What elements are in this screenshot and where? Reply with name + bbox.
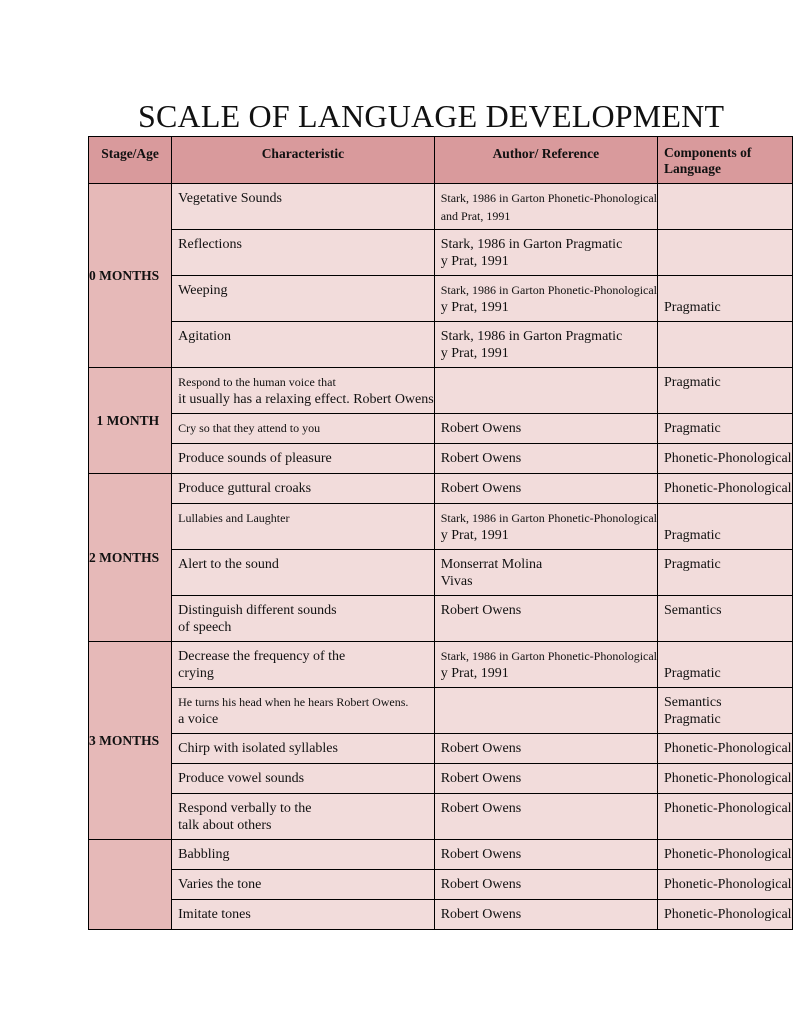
author-cell: Robert Owens bbox=[434, 794, 657, 840]
header-characteristic: Characteristic bbox=[172, 137, 435, 184]
table-row bbox=[89, 414, 793, 444]
characteristic-cell: Varies the tone bbox=[172, 870, 435, 900]
table-row bbox=[89, 688, 793, 734]
author-cell: Stark, 1986 in Garton Pragmatic y Prat, 1991 bbox=[434, 322, 657, 368]
components-cell: Phonetic-Phonological bbox=[658, 870, 793, 900]
characteristic-cell: Babbling bbox=[172, 840, 435, 870]
author-cell: Robert Owens bbox=[434, 734, 657, 764]
table-row bbox=[89, 474, 793, 504]
table-row bbox=[89, 596, 793, 642]
characteristic-cell: Produce guttural croaks bbox=[172, 474, 435, 504]
components-cell: Semantics Pragmatic bbox=[658, 688, 793, 734]
table-row bbox=[89, 184, 793, 230]
author-cell: Monserrat Molina Vivas bbox=[434, 550, 657, 596]
components-cell: Phonetic-Phonological bbox=[658, 840, 793, 870]
header-author: Author/ Reference bbox=[434, 137, 657, 184]
header-stage: Stage/Age bbox=[89, 137, 172, 184]
table-row bbox=[89, 642, 793, 688]
table-row bbox=[89, 734, 793, 764]
characteristic-cell: Agitation bbox=[172, 322, 435, 368]
table-row bbox=[89, 322, 793, 368]
characteristic-cell: Vegetative Sounds bbox=[172, 184, 435, 230]
components-cell: Phonetic-Phonological bbox=[658, 734, 793, 764]
language-development-table bbox=[88, 136, 793, 930]
characteristic-cell: Produce sounds of pleasure bbox=[172, 444, 435, 474]
table-header-row bbox=[89, 137, 793, 184]
document-title: SCALE OF LANGUAGE DEVELOPMENT bbox=[138, 98, 725, 134]
characteristic-cell: Lullabies and Laughter bbox=[172, 504, 435, 550]
table-row bbox=[89, 550, 793, 596]
table-row bbox=[89, 764, 793, 794]
author-cell bbox=[434, 688, 657, 734]
stage-cell bbox=[89, 840, 172, 930]
author-cell: Stark, 1986 in Garton Phonetic-Phonological y Prat, 1991 bbox=[434, 642, 657, 688]
components-cell: Pragmatic bbox=[658, 368, 793, 414]
components-cell: Phonetic-Phonological bbox=[658, 764, 793, 794]
author-cell: Robert Owens bbox=[434, 414, 657, 444]
author-cell: Stark, 1986 in Garton Pragmatic y Prat, 1991 bbox=[434, 230, 657, 276]
author-cell: Robert Owens bbox=[434, 444, 657, 474]
table-row bbox=[89, 368, 793, 414]
table-row bbox=[89, 230, 793, 276]
author-cell: Robert Owens bbox=[434, 596, 657, 642]
author-cell: Robert Owens bbox=[434, 474, 657, 504]
characteristic-cell: Weeping bbox=[172, 276, 435, 322]
components-cell: Pragmatic bbox=[658, 276, 793, 322]
stage-cell: 3 MONTHS bbox=[89, 642, 172, 840]
stage-cell: 0 MONTHS bbox=[89, 184, 172, 368]
components-cell: Pragmatic bbox=[658, 504, 793, 550]
characteristic-cell: Cry so that they attend to you bbox=[172, 414, 435, 444]
components-cell: Pragmatic bbox=[658, 550, 793, 596]
characteristic-cell: Alert to the sound bbox=[172, 550, 435, 596]
characteristic-cell: Respond verbally to the talk about others bbox=[172, 794, 435, 840]
author-cell: Stark, 1986 in Garton Phonetic-Phonological y Prat, 1991 bbox=[434, 504, 657, 550]
author-cell: Stark, 1986 in Garton Phonetic-Phonological y Prat, 1991 bbox=[434, 276, 657, 322]
table-row bbox=[89, 840, 793, 870]
author-cell bbox=[434, 368, 657, 414]
components-cell bbox=[658, 230, 793, 276]
table-row bbox=[89, 870, 793, 900]
characteristic-cell: Produce vowel sounds bbox=[172, 764, 435, 794]
author-cell: Robert Owens bbox=[434, 840, 657, 870]
stage-cell: 2 MONTHS bbox=[89, 474, 172, 642]
characteristic-cell: Reflections bbox=[172, 230, 435, 276]
components-cell: Pragmatic bbox=[658, 414, 793, 444]
components-cell: Phonetic-Phonological bbox=[658, 444, 793, 474]
components-cell: Phonetic-Phonological bbox=[658, 900, 793, 930]
author-cell: Stark, 1986 in Garton Phonetic-Phonological and Prat, 1991 bbox=[434, 184, 657, 230]
header-components: Components of Language bbox=[658, 137, 793, 184]
author-cell: Robert Owens bbox=[434, 764, 657, 794]
characteristic-cell: He turns his head when he hears Robert Owens. a voice bbox=[172, 688, 435, 734]
author-cell: Robert Owens bbox=[434, 900, 657, 930]
components-cell: Pragmatic bbox=[658, 642, 793, 688]
components-cell bbox=[658, 184, 793, 230]
components-cell: Semantics bbox=[658, 596, 793, 642]
characteristic-cell: Chirp with isolated syllables bbox=[172, 734, 435, 764]
stage-cell: 1 MONTH bbox=[89, 368, 172, 474]
characteristic-cell: Respond to the human voice that it usually has a relaxing effect. Robert Owens bbox=[172, 368, 435, 414]
characteristic-cell: Decrease the frequency of the crying bbox=[172, 642, 435, 688]
components-cell: Phonetic-Phonological bbox=[658, 794, 793, 840]
table-row bbox=[89, 444, 793, 474]
table-row bbox=[89, 276, 793, 322]
table-row bbox=[89, 504, 793, 550]
characteristic-cell: Imitate tones bbox=[172, 900, 435, 930]
author-cell: Robert Owens bbox=[434, 870, 657, 900]
characteristic-cell: Distinguish different sounds of speech bbox=[172, 596, 435, 642]
components-cell bbox=[658, 322, 793, 368]
table-row bbox=[89, 794, 793, 840]
table-row bbox=[89, 900, 793, 930]
components-cell: Phonetic-Phonological bbox=[658, 474, 793, 504]
